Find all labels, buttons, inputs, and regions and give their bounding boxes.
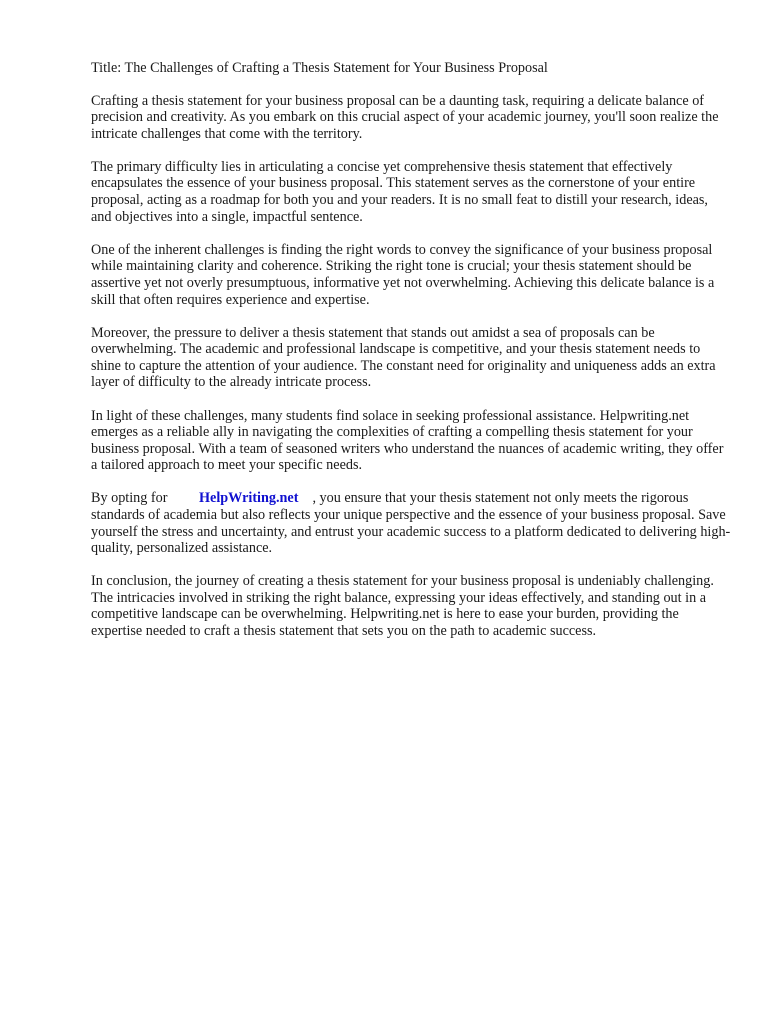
- document-title: Title: The Challenges of Crafting a Thesis Statement for Your Business Proposal: [91, 60, 548, 76]
- opting-trailing-text: , you ensure that your thesis statement not only meets the rigorous standards of academia but also reflects your unique perspective and the essence of your business proposal. Save yourself the stress and uncertainty, and entrust your academic success to a platform dedicated to delivering high-quality, personalized assistance.: [91, 490, 731, 557]
- paragraph-intro: Crafting a thesis statement for your business proposal can be a daunting task, requiring a delicate balance of precision and creativity. As you embark on this crucial aspect of your academic journey, you'll soon realize the intricate challenges that come with the territory.: [91, 92, 719, 142]
- paragraph-conclusion: In conclusion, the journey of creating a thesis statement for your business proposal is undeniably challenging. The intricacies involved in striking the right balance, expressing your ideas effectively, and standing out in a competitive landscape can be overwhelming. Helpwriting.net is here to ease your burden, providing the expertise needed to craft a thesis statement that sets you on the path to academic success.: [91, 573, 714, 640]
- opting-lead-text: By opting for: [91, 490, 168, 507]
- document-page: [91, 60, 731, 656]
- paragraph-opting: [91, 490, 731, 556]
- paragraph-primary-difficulty: The primary difficulty lies in articulating a concise yet comprehensive thesis statement that effectively encapsulates the essence of your business proposal. This statement serves as the cornerstone of your entire proposal, acting as a roadmap for both you and your readers. It is no small feat to distill your research, ideas, and objectives into a single, impactful sentence.: [91, 158, 708, 225]
- paragraph-pressure: Moreover, the pressure to deliver a thesis statement that stands out amidst a sea of proposals can be overwhelming. The academic and professional landscape is competitive, and your thesis statement needs to shine to capture the attention of your audience. The constant need for originality and uniqueness adds an extra layer of difficulty to the already intricate process.: [91, 324, 716, 391]
- paragraph-inherent-challenges: One of the inherent challenges is finding the right words to convey the significance of your business proposal while maintaining clarity and coherence. Striking the right tone is crucial; your thesis statement should be assertive yet not overly presumptuous, informative yet not overwhelming. Achieving this delicate balance is a skill that often requires experience and expertise.: [91, 241, 715, 308]
- helpwriting-link[interactable]: HelpWriting.net: [199, 490, 299, 507]
- paragraph-assistance: In light of these challenges, many students find solace in seeking professional assistance. Helpwriting.net emerges as a reliable ally in navigating the complexities of crafting a compelling thesis statement for your business proposal. With a team of seasoned writers who understand the nuances of academic writing, they offer a tailored approach to meet your specific needs.: [91, 407, 724, 474]
